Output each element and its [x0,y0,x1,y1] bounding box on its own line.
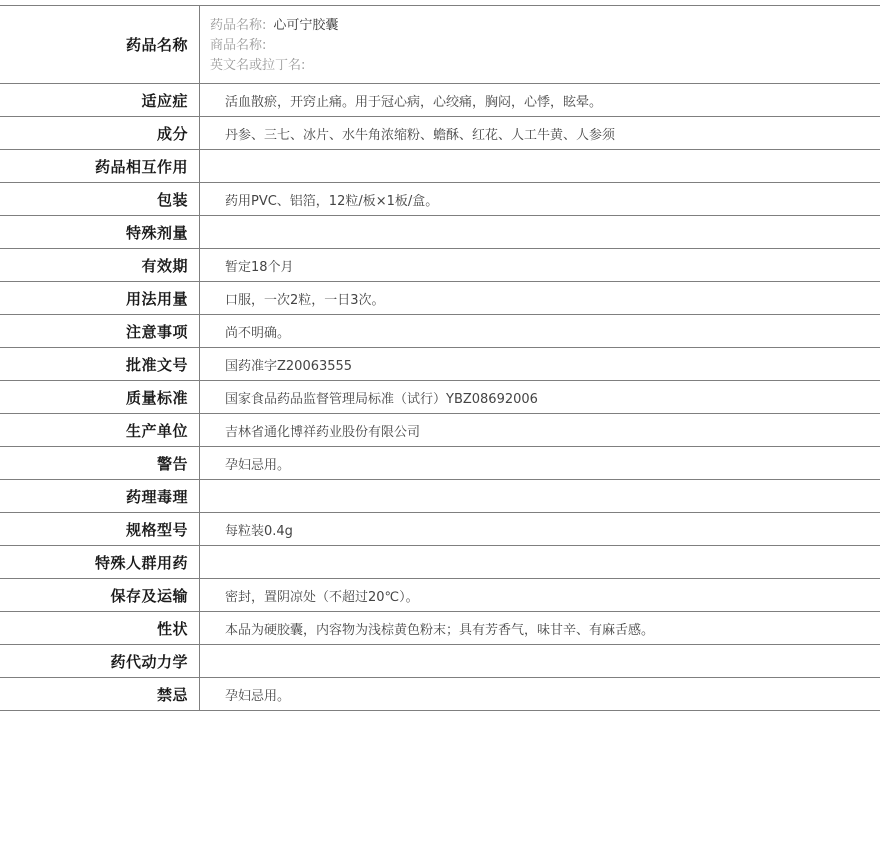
row-value: 药用PVC、铝箔，12粒/板×1板/盒。 [225,193,439,209]
table-row-drug-name [0,6,880,84]
row-value: 吉林省通化博祥药业股份有限公司 [225,424,421,440]
row-label: 包装 [0,183,200,215]
table-row [0,645,880,678]
table-row [0,117,880,150]
row-value: 暂定18个月 [225,259,294,275]
table-row [0,249,880,282]
row-label: 特殊剂量 [0,216,200,248]
row-value: 国家食品药品监督管理局标准（试行）YBZ08692006 [225,391,538,407]
row-value: 国药准字Z20063555 [225,358,353,374]
drug-info-table [0,5,880,711]
row-label: 注意事项 [0,315,200,347]
table-row [0,678,880,711]
table-row [0,480,880,513]
row-label: 生产单位 [0,414,200,446]
table-row [0,414,880,447]
row-label: 适应症 [0,84,200,116]
row-label: 药代动力学 [0,645,200,677]
row-value: 口服，一次2粒，一日3次。 [225,292,385,308]
name-value: 心可宁胶囊 [273,18,339,33]
name-key: 商品名称: [210,38,267,53]
row-value [200,216,880,248]
row-label: 批准文号 [0,348,200,380]
table-row [0,183,880,216]
table-row [0,348,880,381]
row-value [200,546,880,578]
name-key: 药品名称: [210,18,267,33]
row-label: 质量标准 [0,381,200,413]
row-value: 每粒装0.4g [225,523,293,539]
row-value: 密封，置阴凉处（不超过20℃）。 [225,589,419,605]
table-row [0,150,880,183]
row-label: 禁忌 [0,678,200,710]
row-value: 孕妇忌用。 [225,457,291,473]
table-row [0,381,880,414]
row-label: 性状 [0,612,200,644]
row-label: 特殊人群用药 [0,546,200,578]
name-key: 英文名或拉丁名: [210,58,306,73]
row-value [200,645,880,677]
row-value: 尚不明确。 [225,325,291,341]
name-line-generic [210,16,880,36]
row-value: 本品为硬胶囊，内容物为浅棕黄色粉末；具有芳香气，味甘辛、有麻舌感。 [225,622,655,638]
row-label: 警告 [0,447,200,479]
row-label: 药品相互作用 [0,150,200,182]
table-row [0,84,880,117]
row-value [200,480,880,512]
row-label: 规格型号 [0,513,200,545]
row-value: 孕妇忌用。 [225,688,291,704]
row-value [200,150,880,182]
name-line-trade [210,36,880,56]
table-row [0,612,880,645]
drug-name-details [200,6,880,83]
row-label: 药品名称 [0,6,200,83]
table-body [0,84,880,711]
name-line-latin [210,56,880,76]
table-row [0,579,880,612]
row-label: 成分 [0,117,200,149]
row-label: 药理毒理 [0,480,200,512]
table-row [0,315,880,348]
table-row [0,216,880,249]
row-label: 用法用量 [0,282,200,314]
table-row [0,282,880,315]
row-label: 有效期 [0,249,200,281]
table-row [0,447,880,480]
table-row [0,513,880,546]
table-row [0,546,880,579]
row-label: 保存及运输 [0,579,200,611]
row-value: 丹参、三七、冰片、水牛角浓缩粉、蟾酥、红花、人工牛黄、人参须 [225,127,616,143]
row-value: 活血散瘀，开窍止痛。用于冠心病，心绞痛，胸闷，心悸，眩晕。 [225,94,603,110]
